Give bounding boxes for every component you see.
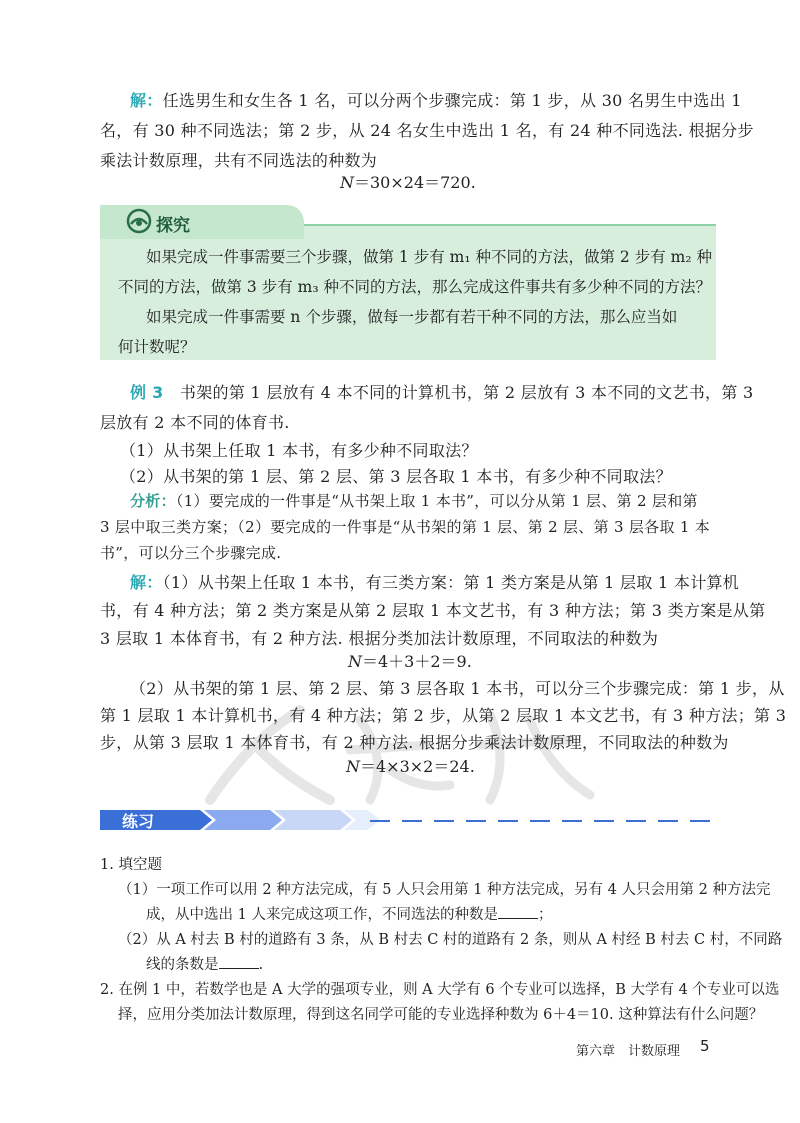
- example3-question-2: （2）从书架的第 1 层、第 2 层、第 3 层各取 1 本书，有多少种不同取法？: [120, 467, 672, 486]
- practice-q1-1-line-2: 成，从中选出 1 人来完成这项工作，不同选法的种数是 ；: [146, 903, 552, 924]
- footer-chapter: 第六章 计数原理: [575, 1044, 680, 1059]
- solution2-part2-line-3: 步，从第 3 层取 1 本体育书，有 2 种方法. 根据分步乘法计数原理，不同取法的种数为: [100, 733, 729, 752]
- example3-line-1: 例 3 书架的第 1 层放有 4 本不同的计算机书，第 2 层放有 3 本不同的文艺书，第 3: [130, 383, 754, 402]
- explore-line-1: 如果完成一件事需要三个步骤，做第 1 步有 m₁ 种不同的方法，做第 2 步有 m₂ 种: [146, 248, 712, 266]
- example3-line-2: 层放有 2 本不同的体育书.: [100, 413, 290, 432]
- solution1-formula: N＝30×24＝720.: [340, 173, 476, 192]
- example3-label: 例 3: [130, 383, 164, 402]
- practice-q2-line-1: 2. 在例 1 中，若数学也是 A 大学的强项专业，则 A 大学有 6 个专业可以选择，B 大学有 4 个专业可以选: [100, 982, 780, 998]
- solution2-part2-line-1: （2）从书架的第 1 层、第 2 层、第 3 层各取 1 本书，可以分三个步骤完成：第 1 步，从: [130, 679, 785, 698]
- practice-title: 练习: [122, 812, 155, 831]
- explore-icon: [126, 208, 152, 234]
- analysis-line-1: 分析：（1）要完成的一件事是“从书架上取 1 本书”，可以分从第 1 层、第 2 层和第: [130, 492, 698, 510]
- example3-question-1: （1）从书架上任取 1 本书，有多少种不同取法？: [120, 441, 478, 460]
- explore-title: 探究: [156, 216, 190, 236]
- practice-q1-2-line-2: 线的条数是 .: [146, 953, 263, 974]
- solution2-line-1: 解：（1）从书架上任取 1 本书，有三类方案：第 1 类方案是从第 1 层取 1 本计算机: [130, 573, 740, 592]
- solution2-formula-2: N＝4×3×2＝24.: [346, 757, 475, 776]
- solution1-line-3: 乘法计数原理，共有不同选法的种数为: [100, 151, 378, 170]
- practice-q1-title: 1. 填空题: [100, 857, 162, 873]
- explore-line-4: 何计数呢？: [118, 338, 196, 356]
- practice-q1-1-line-1: （1）一项工作可以用 2 种方法完成，有 5 人只会用第 1 种方法完成，另有 4 人只会用第 2 种方法完: [118, 882, 771, 898]
- solution1-line-2: 名，有 30 种不同选法；第 2 步，从 24 名女生中选出 1 名，有 24 种不同选法. 根据分步: [100, 121, 754, 140]
- explore-line-3: 如果完成一件事需要 n 个步骤，做每一步都有若干种不同的方法，那么应当如: [146, 308, 678, 326]
- solution1-line-1: 解：任选男生和女生各 1 名，可以分两个步骤完成：第 1 步，从 30 名男生中选出 1: [130, 91, 742, 110]
- solution2-line-2: 书，有 4 种方法；第 2 类方案是从第 2 层取 1 本文艺书，有 3 种方法；第 3 类方案是从第: [100, 601, 766, 620]
- solution2-formula-1: N＝4＋3＋2＝9.: [348, 652, 472, 671]
- explore-divider: [304, 224, 716, 226]
- analysis-line-2: 3 层中取三类方案；（2）要完成的一件事是“从书架的第 1 层、第 2 层、第 3 层各取 1 本: [100, 518, 711, 536]
- solution1-label: 解：: [130, 91, 163, 110]
- page-number: 5: [700, 1037, 710, 1055]
- analysis-line-3: 书”，可以分三个步骤完成.: [100, 544, 282, 562]
- practice-q2-line-2: 择，应用分类加法计数原理，得到这名同学可能的专业选择种数为 6＋4＝10. 这种算法有什么问题？: [118, 1007, 764, 1023]
- practice-q1-2-line-1: （2）从 A 村去 B 村的道路有 3 条，从 B 村去 C 村的道路有 2 条，则从 A 村经 B 村去 C 村，不同路: [118, 932, 783, 948]
- solution2-label: 解：: [130, 573, 163, 592]
- answer-blank-1[interactable]: [498, 904, 538, 919]
- explore-line-2: 不同的方法，做第 3 步有 m₃ 种不同的方法，那么完成这件事共有多少种不同的方法？: [118, 278, 711, 296]
- answer-blank-2[interactable]: [219, 954, 259, 969]
- analysis-label: 分析：: [130, 492, 176, 510]
- solution2-part2-line-2: 第 1 层取 1 本计算机书，有 4 种方法；第 2 步，从第 2 层取 1 本文艺书，有 3 种方法；第 3: [100, 706, 787, 725]
- practice-dashes: [370, 820, 716, 822]
- solution2-line-3: 3 层取 1 本体育书，有 2 种方法. 根据分类加法计数原理，不同取法的种数为: [100, 629, 659, 648]
